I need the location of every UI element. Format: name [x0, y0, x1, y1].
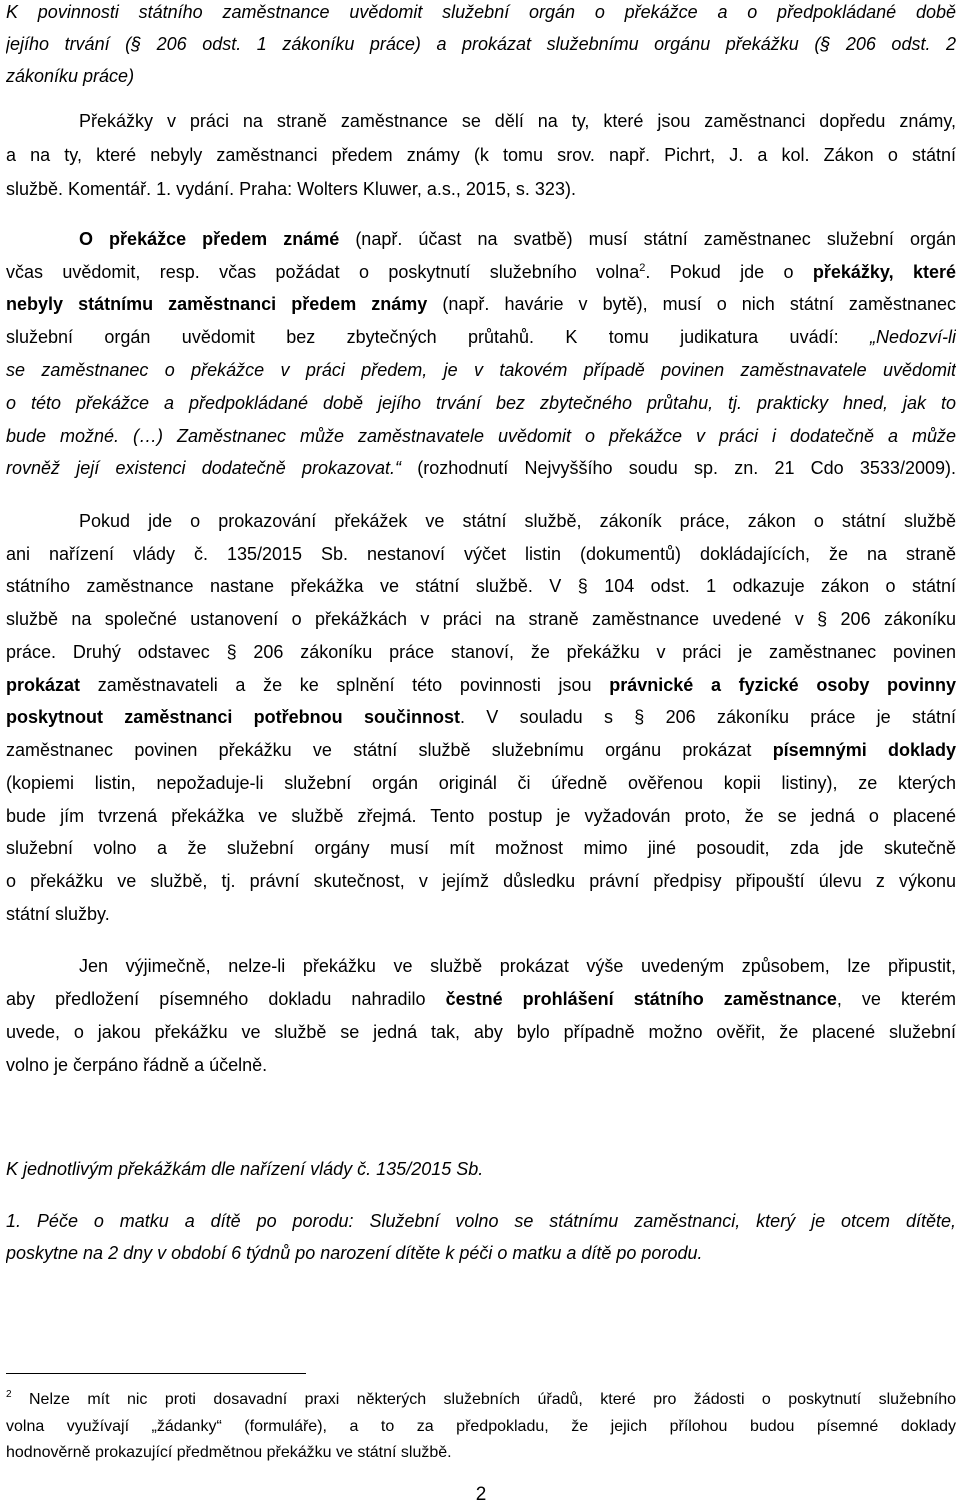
- unknown-obstacle-term-start: překážky, které: [812, 262, 956, 282]
- footnote-separator: [6, 1373, 306, 1374]
- para4-line-3: uvede, o jakou překážku ve službě se jedná tak, aby bylo případně možno ověřit, že placené služební: [6, 1022, 956, 1042]
- cooperation-term: poskytnout zaměstnanci potřebnou součinnost: [6, 707, 460, 727]
- para1-line-1: Překážky v práci na straně zaměstnance se dělí na ty, které jsou zaměstnanci dopředu známy,: [79, 111, 956, 131]
- para2-line-2: [6, 260, 956, 284]
- intro-line-1: K povinnosti státního zaměstnance uvědomit služební orgán o překážce a o předpokládané době: [6, 2, 956, 22]
- para3-line-13: státní služby.: [6, 904, 110, 924]
- judgment-quote-line-3: o této překážce a předpokládané době jejího trvání bez zbytečného průtahu, tj. prakticky hned, jak to: [6, 393, 956, 413]
- footnote-line-1: [6, 1389, 956, 1413]
- known-obstacle-term: O překážce předem známé: [79, 229, 340, 249]
- footnote-reference-2[interactable]: 2: [639, 262, 646, 274]
- unknown-obstacle-term-end: nebyly státnímu zaměstnanci předem známy: [6, 294, 428, 314]
- section-item-1-line-1: 1. Péče o matku a dítě po porodu: Služební volno se státnímu zaměstnanci, který je otcem dítěte,: [6, 1211, 956, 1231]
- para4-line-4: volno je čerpáno řádně a účelně.: [6, 1055, 268, 1075]
- document-page: [6, 0, 956, 1509]
- para1-line-2: a na ty, které nebyly zaměstnanci předem známy (k tomu srov. např. Pichrt, J. a kol. Zákon o státní: [6, 145, 956, 165]
- para2-line-3: [6, 292, 956, 316]
- judgment-quote-line-2: se zaměstnanec o překážce v práci předem, je v takovém případě povinen zaměstnavatele uvědomit: [6, 360, 956, 380]
- para4-line-2-text: aby předložení písemného dokladu nahradilo: [6, 989, 446, 1009]
- judgment-quote-start: „Nedozví-li: [869, 327, 956, 347]
- para2-line-8: [6, 456, 956, 480]
- para3-line-4: službě na společné ustanovení o překážkách v práci na straně zaměstnance uvedené v § 206 zákoníku: [6, 609, 956, 629]
- para3-line-7-rest: . V souladu s § 206 zákoníku práce je státní: [459, 707, 956, 727]
- para4-line-2: [6, 987, 956, 1011]
- para1-line-3: službě. Komentář. 1. vydání. Praha: Wolters Kluwer, a.s., 2015, s. 323).: [6, 179, 576, 199]
- para4-line-1: Jen výjimečně, nelze-li překážku ve službě prokázat výše uvedeným způsobem, lze připustit,: [79, 956, 956, 976]
- judgment-quote-end: rovněž její existenci dodatečně prokazovat.“: [6, 458, 402, 478]
- para2-line-2-text: včas uvědomit, resp. včas požádat o poskytnutí služebního volna: [6, 262, 640, 282]
- para3-line-2: ani nařízení vlády č. 135/2015 Sb. nestanoví výčet listin (dokumentů) dokládajících, že na straně: [6, 544, 956, 564]
- para3-line-8: [6, 738, 956, 762]
- intro-line-2: jejího trvání (§ 206 odst. 1 zákoníku práce) a prokázat služebnímu orgánu překážku (§ 206 odst. 2: [6, 34, 956, 54]
- para3-line-5: práce. Druhý odstavec § 206 zákoníku práce stanoví, že překážku v práci je zaměstnanec povinen: [6, 642, 956, 662]
- footnote-line-2: volna využívají „žádanky“ (formuláře), a to za předpokladu, že jejich přílohou budou písemné doklady: [6, 1418, 956, 1435]
- prove-term: prokázat: [6, 675, 81, 695]
- para3-line-6-text: zaměstnavateli a že ke splnění této povinnosti jsou: [80, 675, 610, 695]
- written-documents-term: písemnými doklady: [772, 740, 956, 760]
- intro-line-3: zákoníku práce): [6, 66, 135, 86]
- para2-line-4: [6, 325, 956, 349]
- para3-line-12: o překážku ve službě, tj. právní skutečnost, v jejímž důsledku právní předpisy připouští úlevu z výkonu: [6, 871, 956, 891]
- section-heading: K jednotlivým překážkám dle nařízení vlády č. 135/2015 Sb.: [6, 1159, 484, 1179]
- para3-line-10: bude jím tvrzená překážka ve službě zřejmá. Tento postup je vyžadován proto, že se jedná o placené: [6, 806, 956, 826]
- para3-line-7: [6, 705, 956, 729]
- footnote-line-1-text: Nelze mít nic proti dosavadní praxi některých služebních úřadů, které pro žádosti o poskytnutí služebního: [11, 1391, 956, 1408]
- para2-line-3-rest: (např. havárie v bytě), musí o nich státní zaměstnanec: [427, 294, 956, 314]
- judgment-quote-line-4: bude možné. (…) Zaměstnanec může zaměstnavatele uvědomit o překážce v práci i dodatečně a může: [6, 426, 956, 446]
- para2-line-1-rest: (např. účast na svatbě) musí státní zaměstnanec služební orgán: [339, 229, 956, 249]
- para4-line-2-rest: , ve kterém: [836, 989, 956, 1009]
- para2-line-1: [6, 227, 956, 251]
- legal-persons-term: právnické a fyzické osoby povinny: [609, 675, 956, 695]
- para3-line-8-text: zaměstnanec povinen překážku ve státní službě služebnímu orgánu prokázat: [6, 740, 773, 760]
- para2-line-2-rest: . Pokud jde o: [645, 262, 813, 282]
- judgment-citation: (rozhodnutí Nejvyššího soudu sp. zn. 21 Cdo 3533/2009).: [401, 458, 956, 478]
- para3-line-3: státního zaměstnance nastane překážka ve státní službě. V § 104 odst. 1 odkazuje zákon o státní: [6, 576, 956, 596]
- section-item-1-line-2: poskytne na 2 dny v období 6 týdnů po narození dítěte k péči o matku a dítě po porodu.: [6, 1243, 703, 1263]
- footnote-number: 2: [6, 1389, 12, 1400]
- para3-line-1: Pokud jde o prokazování překážek ve státní službě, zákoník práce, zákon o státní službě: [79, 511, 956, 531]
- para3-line-9: (kopiemi listin, nepožaduje-li služební orgán originál či úředně ověřenou kopii listiny), ze kterých: [6, 773, 956, 793]
- page-number: 2: [475, 1484, 487, 1505]
- para3-line-6: [6, 673, 956, 697]
- affidavit-term: čestné prohlášení státního zaměstnance: [445, 989, 837, 1009]
- footnote-line-3: hodnověrně prokazující předmětnou překážku ve státní službě.: [6, 1444, 452, 1461]
- para2-line-4-text: služební orgán uvědomit bez zbytečných průtahů. K tomu judikatura uvádí:: [6, 327, 870, 347]
- para3-line-11: služební volno a že služební orgány musí mít možnost mimo jiné posoudit, zda jde skutečně: [6, 838, 956, 858]
